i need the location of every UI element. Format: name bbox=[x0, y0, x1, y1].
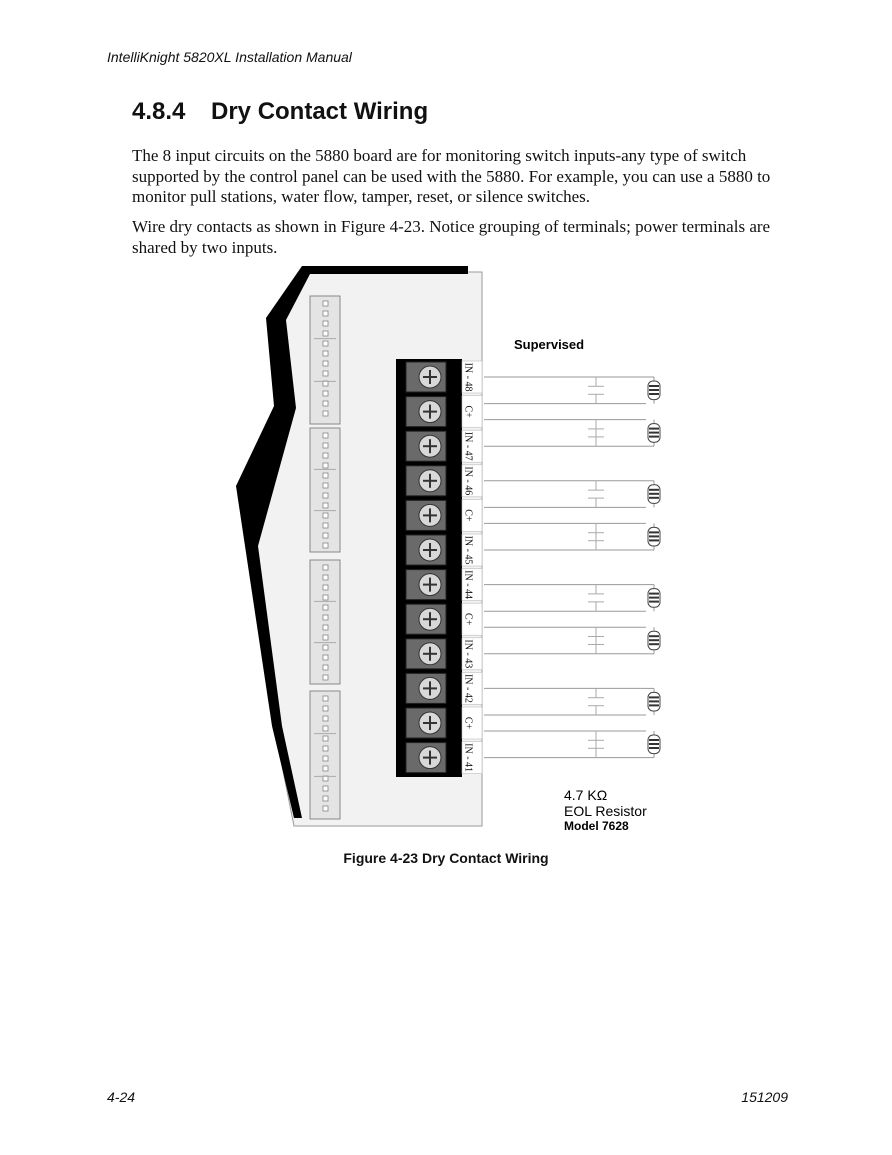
connector-pin bbox=[323, 351, 328, 356]
resistor-band bbox=[649, 535, 659, 537]
eol-resistor bbox=[646, 627, 660, 654]
resistor-label: EOL Resistor bbox=[564, 803, 647, 819]
resistor-band bbox=[649, 593, 659, 595]
resistor-band bbox=[649, 635, 659, 637]
connector-pin bbox=[323, 371, 328, 376]
dry-contact-wiring-figure bbox=[236, 266, 662, 832]
resistor-value: 4.7 KΩ bbox=[564, 787, 608, 803]
connector-pin bbox=[323, 493, 328, 498]
connector-pin bbox=[323, 523, 328, 528]
connector-pin bbox=[323, 645, 328, 650]
resistor-band bbox=[649, 739, 659, 741]
resistor-band bbox=[649, 696, 659, 698]
section-number: 4.8.4 bbox=[132, 98, 186, 125]
connector-pin bbox=[323, 696, 328, 701]
eol-resistor bbox=[646, 523, 660, 550]
connector-pin bbox=[323, 796, 328, 801]
connector-pin bbox=[323, 575, 328, 580]
connector-pin bbox=[323, 391, 328, 396]
resistor-band bbox=[649, 531, 659, 533]
connector-pin bbox=[323, 321, 328, 326]
connector-pin bbox=[323, 605, 328, 610]
resistor-band bbox=[649, 704, 659, 706]
terminal-label: IN - 41 bbox=[462, 743, 474, 773]
connector-pin bbox=[323, 301, 328, 306]
resistor-band bbox=[649, 493, 659, 495]
connector-pin bbox=[323, 766, 328, 771]
connector-pin bbox=[323, 543, 328, 548]
resistor-model: Model 7628 bbox=[564, 819, 629, 832]
terminal-label: IN - 43 bbox=[462, 639, 474, 669]
connector-pin bbox=[323, 533, 328, 538]
terminal-label: IN - 46 bbox=[462, 466, 474, 496]
resistor-band bbox=[649, 428, 659, 430]
connector-pin bbox=[323, 361, 328, 366]
connector-pin bbox=[323, 401, 328, 406]
connector-pin bbox=[323, 736, 328, 741]
resistor-band bbox=[649, 639, 659, 641]
connector-pin bbox=[323, 655, 328, 660]
connector-pin bbox=[323, 443, 328, 448]
connector-pin bbox=[323, 665, 328, 670]
connector-pin bbox=[323, 716, 328, 721]
connector-pin bbox=[323, 786, 328, 791]
eol-resistor bbox=[646, 420, 660, 447]
connector-pin bbox=[323, 756, 328, 761]
connector-pin bbox=[323, 331, 328, 336]
terminal-label: IN - 45 bbox=[462, 535, 474, 565]
connector-pin bbox=[323, 565, 328, 570]
resistor-band bbox=[649, 432, 659, 434]
resistor-band bbox=[649, 601, 659, 603]
supervised-label: Supervised bbox=[514, 337, 585, 352]
resistor-band bbox=[649, 393, 659, 395]
connector-pin bbox=[323, 311, 328, 316]
terminal-label: IN - 42 bbox=[462, 673, 474, 703]
connector-pin bbox=[323, 625, 328, 630]
connector-pin bbox=[323, 411, 328, 416]
resistor-band bbox=[649, 747, 659, 749]
connector-pin bbox=[323, 453, 328, 458]
connector-pin bbox=[323, 513, 328, 518]
connector-pin bbox=[323, 675, 328, 680]
resistor-band bbox=[649, 643, 659, 645]
connector-pin bbox=[323, 433, 328, 438]
connector-pin bbox=[323, 585, 328, 590]
eol-resistor bbox=[646, 731, 660, 758]
resistor-band bbox=[649, 385, 659, 387]
connector-pin bbox=[323, 463, 328, 468]
connector-pin bbox=[323, 483, 328, 488]
connector-pin bbox=[323, 615, 328, 620]
section-title: Dry Contact Wiring bbox=[211, 98, 429, 125]
paragraph-wiring-note: Wire dry contacts as shown in Figure 4-23. Notice grouping of terminals; power terminals are shared by two inputs. bbox=[132, 217, 771, 257]
terminal-label: C+ bbox=[462, 716, 474, 730]
resistor-band bbox=[649, 436, 659, 438]
connector-pin bbox=[323, 473, 328, 478]
figure-caption: Figure 4-23 Dry Contact Wiring bbox=[343, 850, 549, 866]
eol-resistor bbox=[646, 688, 660, 715]
resistor-band bbox=[649, 497, 659, 499]
resistor-band bbox=[649, 597, 659, 599]
resistor-band bbox=[649, 743, 659, 745]
page-number: 4-24 bbox=[107, 1089, 136, 1105]
section-heading bbox=[132, 98, 428, 126]
wiring-diagram bbox=[236, 266, 662, 832]
connector-pin bbox=[323, 341, 328, 346]
eol-resistor bbox=[646, 377, 660, 404]
connector-pin bbox=[323, 806, 328, 811]
terminal-label: C+ bbox=[462, 509, 474, 522]
resistor-band bbox=[649, 489, 659, 491]
terminal-label: IN - 48 bbox=[462, 362, 474, 392]
resistor-band bbox=[649, 389, 659, 391]
terminal-label: IN - 47 bbox=[462, 431, 474, 461]
connector-pin bbox=[323, 726, 328, 731]
eol-resistor bbox=[646, 585, 660, 612]
terminal-label: C+ bbox=[462, 405, 474, 418]
resistor-band bbox=[649, 700, 659, 702]
connector-pin bbox=[323, 746, 328, 751]
eol-resistor bbox=[646, 481, 660, 508]
resistor-band bbox=[649, 539, 659, 541]
field-wiring bbox=[484, 377, 660, 758]
terminal-label: C+ bbox=[462, 613, 474, 626]
connector-pin bbox=[323, 503, 328, 508]
paragraph-input-circuits: The 8 input circuits on the 5880 board are for monitoring switch inputs-any type of switch supported by the control panel can be used with the 5880. For example, you can use a 5880 to monitor pull stations, water flow, tamper, reset, or silence switches. bbox=[132, 146, 771, 206]
terminal-label: IN - 44 bbox=[462, 570, 474, 600]
document-number: 151209 bbox=[741, 1089, 788, 1105]
connector-pin bbox=[323, 706, 328, 711]
connector-pin bbox=[323, 635, 328, 640]
connector-pin bbox=[323, 595, 328, 600]
running-header: IntelliKnight 5820XL Installation Manual bbox=[107, 49, 352, 65]
